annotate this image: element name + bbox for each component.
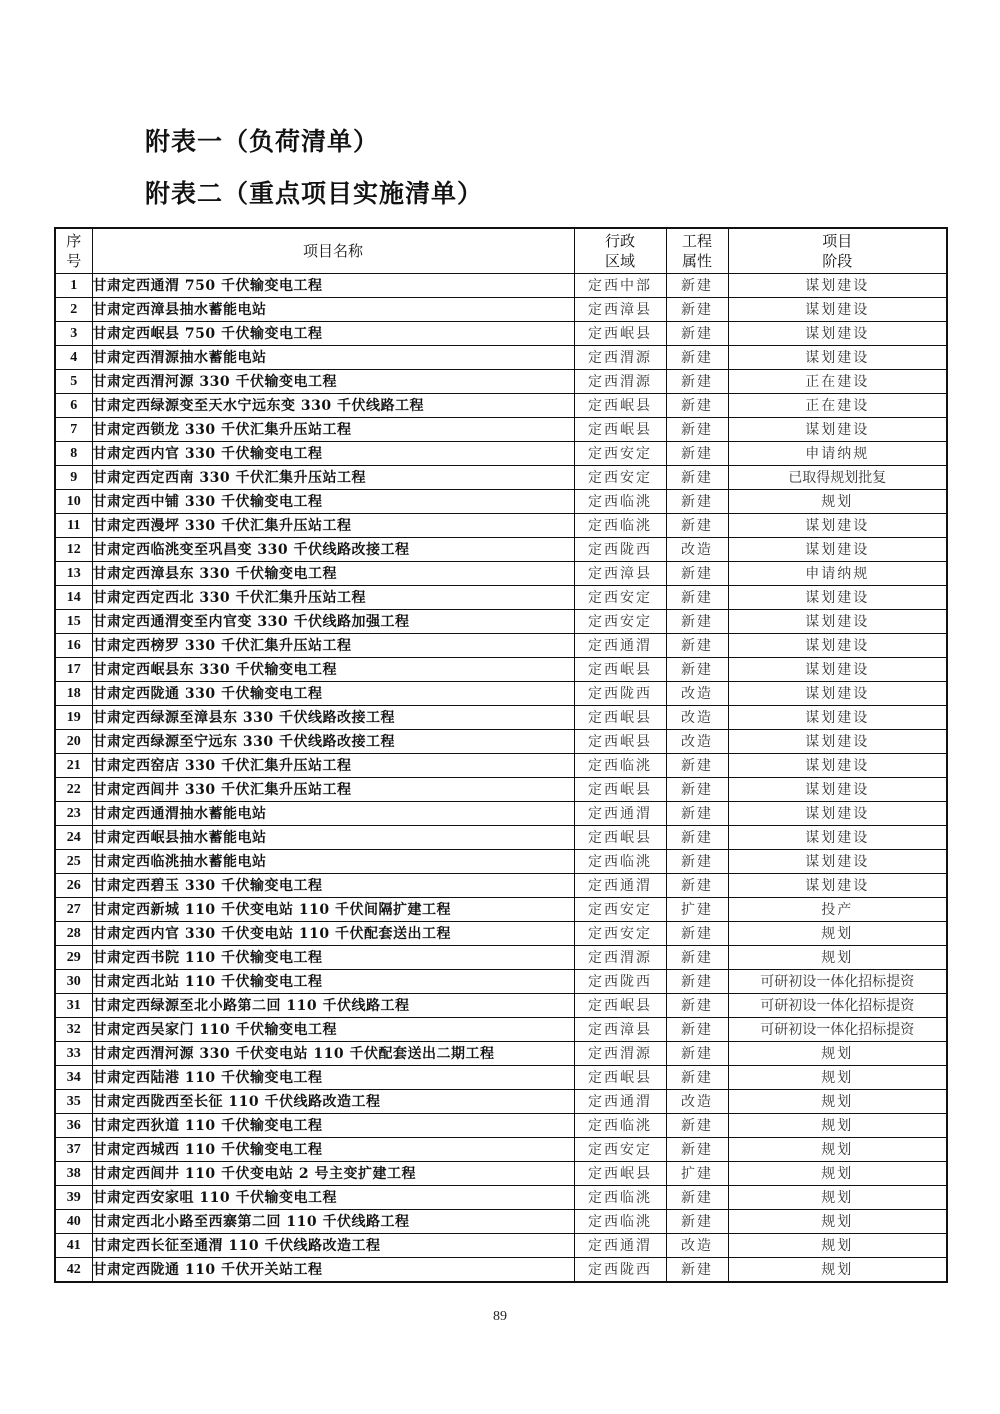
row-attribute: 新建 bbox=[666, 1138, 728, 1162]
row-region: 定西漳县 bbox=[574, 562, 666, 586]
row-serial-number: 23 bbox=[55, 802, 92, 826]
row-project-name: 甘肃定西岷县抽水蓄能电站 bbox=[92, 826, 574, 850]
row-region: 定西渭源 bbox=[574, 1042, 666, 1066]
row-attribute: 新建 bbox=[666, 634, 728, 658]
row-stage: 谋划建设 bbox=[728, 346, 947, 370]
row-stage: 谋划建设 bbox=[728, 586, 947, 610]
row-region: 定西安定 bbox=[574, 922, 666, 946]
row-stage: 谋划建设 bbox=[728, 778, 947, 802]
row-project-name: 甘肃定西漳县抽水蓄能电站 bbox=[92, 298, 574, 322]
header-project-name: 项目名称 bbox=[92, 228, 574, 274]
row-region: 定西渭源 bbox=[574, 946, 666, 970]
row-serial-number: 6 bbox=[55, 394, 92, 418]
row-project-name: 甘肃定西狄道 110 千伏输变电工程 bbox=[92, 1114, 574, 1138]
row-serial-number: 18 bbox=[55, 682, 92, 706]
row-region: 定西中部 bbox=[574, 274, 666, 298]
row-region: 定西临洮 bbox=[574, 850, 666, 874]
table-row bbox=[55, 850, 947, 874]
row-project-name: 甘肃定西榜罗 330 千伏汇集升压站工程 bbox=[92, 634, 574, 658]
row-project-name: 甘肃定西绿源变至天水宁远东变 330 千伏线路工程 bbox=[92, 394, 574, 418]
row-region: 定西岷县 bbox=[574, 418, 666, 442]
row-region: 定西岷县 bbox=[574, 322, 666, 346]
row-stage: 谋划建设 bbox=[728, 730, 947, 754]
row-region: 定西渭源 bbox=[574, 370, 666, 394]
row-region: 定西岷县 bbox=[574, 730, 666, 754]
row-stage: 规划 bbox=[728, 1186, 947, 1210]
table-row bbox=[55, 922, 947, 946]
table-row bbox=[55, 442, 947, 466]
row-serial-number: 27 bbox=[55, 898, 92, 922]
row-serial-number: 4 bbox=[55, 346, 92, 370]
row-stage: 谋划建设 bbox=[728, 874, 947, 898]
row-project-name: 甘肃定西临洮抽水蓄能电站 bbox=[92, 850, 574, 874]
table-row bbox=[55, 658, 947, 682]
header-serial-number: 序 号 bbox=[55, 228, 92, 274]
row-region: 定西安定 bbox=[574, 466, 666, 490]
table-row bbox=[55, 1090, 947, 1114]
row-serial-number: 21 bbox=[55, 754, 92, 778]
table-row bbox=[55, 1258, 947, 1283]
table-row bbox=[55, 970, 947, 994]
row-stage: 已取得规划批复 bbox=[728, 466, 947, 490]
table-row bbox=[55, 562, 947, 586]
row-stage: 谋划建设 bbox=[728, 850, 947, 874]
row-attribute: 新建 bbox=[666, 610, 728, 634]
row-region: 定西岷县 bbox=[574, 826, 666, 850]
row-serial-number: 41 bbox=[55, 1234, 92, 1258]
row-project-name: 甘肃定西临洮变至巩昌变 330 千伏线路改接工程 bbox=[92, 538, 574, 562]
row-serial-number: 38 bbox=[55, 1162, 92, 1186]
row-serial-number: 39 bbox=[55, 1186, 92, 1210]
header-stage: 项目 阶段 bbox=[728, 228, 947, 274]
table-row bbox=[55, 634, 947, 658]
row-serial-number: 32 bbox=[55, 1018, 92, 1042]
row-attribute: 改造 bbox=[666, 730, 728, 754]
table-row bbox=[55, 274, 947, 298]
row-project-name: 甘肃定西内官 330 千伏变电站 110 千伏配套送出工程 bbox=[92, 922, 574, 946]
row-attribute: 新建 bbox=[666, 370, 728, 394]
row-region: 定西岷县 bbox=[574, 706, 666, 730]
table-header-row bbox=[55, 228, 947, 274]
row-serial-number: 8 bbox=[55, 442, 92, 466]
row-stage: 谋划建设 bbox=[728, 706, 947, 730]
row-attribute: 新建 bbox=[666, 1258, 728, 1283]
row-project-name: 甘肃定西北小路至西寨第二回 110 千伏线路工程 bbox=[92, 1210, 574, 1234]
row-project-name: 甘肃定西中铺 330 千伏输变电工程 bbox=[92, 490, 574, 514]
row-region: 定西通渭 bbox=[574, 634, 666, 658]
row-serial-number: 33 bbox=[55, 1042, 92, 1066]
row-serial-number: 2 bbox=[55, 298, 92, 322]
header-region: 行政 区域 bbox=[574, 228, 666, 274]
row-region: 定西安定 bbox=[574, 586, 666, 610]
row-serial-number: 29 bbox=[55, 946, 92, 970]
row-region: 定西岷县 bbox=[574, 1066, 666, 1090]
row-attribute: 新建 bbox=[666, 850, 728, 874]
table-row bbox=[55, 706, 947, 730]
row-serial-number: 40 bbox=[55, 1210, 92, 1234]
row-stage: 规划 bbox=[728, 946, 947, 970]
row-region: 定西通渭 bbox=[574, 802, 666, 826]
row-stage: 谋划建设 bbox=[728, 418, 947, 442]
row-attribute: 扩建 bbox=[666, 898, 728, 922]
row-attribute: 新建 bbox=[666, 1186, 728, 1210]
row-serial-number: 17 bbox=[55, 658, 92, 682]
table-row bbox=[55, 538, 947, 562]
row-project-name: 甘肃定西陆港 110 千伏输变电工程 bbox=[92, 1066, 574, 1090]
row-region: 定西岷县 bbox=[574, 658, 666, 682]
row-region: 定西安定 bbox=[574, 898, 666, 922]
row-stage: 申请纳规 bbox=[728, 562, 947, 586]
row-region: 定西安定 bbox=[574, 1138, 666, 1162]
row-project-name: 甘肃定西绿源至北小路第二回 110 千伏线路工程 bbox=[92, 994, 574, 1018]
row-serial-number: 19 bbox=[55, 706, 92, 730]
table-row bbox=[55, 1066, 947, 1090]
row-project-name: 甘肃定西绿源至漳县东 330 千伏线路改接工程 bbox=[92, 706, 574, 730]
row-region: 定西安定 bbox=[574, 610, 666, 634]
row-project-name: 甘肃定西绿源至宁远东 330 千伏线路改接工程 bbox=[92, 730, 574, 754]
row-project-name: 甘肃定西漳县东 330 千伏输变电工程 bbox=[92, 562, 574, 586]
row-serial-number: 26 bbox=[55, 874, 92, 898]
row-attribute: 新建 bbox=[666, 658, 728, 682]
row-project-name: 甘肃定西吴家门 110 千伏输变电工程 bbox=[92, 1018, 574, 1042]
row-project-name: 甘肃定西闾井 110 千伏变电站 2 号主变扩建工程 bbox=[92, 1162, 574, 1186]
row-attribute: 改造 bbox=[666, 682, 728, 706]
row-attribute: 新建 bbox=[666, 970, 728, 994]
row-project-name: 甘肃定西定西南 330 千伏汇集升压站工程 bbox=[92, 466, 574, 490]
row-stage: 规划 bbox=[728, 1210, 947, 1234]
table-row bbox=[55, 754, 947, 778]
row-region: 定西安定 bbox=[574, 442, 666, 466]
table-row bbox=[55, 874, 947, 898]
row-region: 定西临洮 bbox=[574, 754, 666, 778]
row-region: 定西渭源 bbox=[574, 346, 666, 370]
table-row bbox=[55, 946, 947, 970]
row-attribute: 新建 bbox=[666, 754, 728, 778]
row-attribute: 新建 bbox=[666, 274, 728, 298]
row-attribute: 新建 bbox=[666, 1042, 728, 1066]
row-serial-number: 9 bbox=[55, 466, 92, 490]
row-stage: 规划 bbox=[728, 1114, 947, 1138]
row-serial-number: 3 bbox=[55, 322, 92, 346]
row-stage: 谋划建设 bbox=[728, 514, 947, 538]
row-project-name: 甘肃定西渭河源 330 千伏输变电工程 bbox=[92, 370, 574, 394]
row-stage: 规划 bbox=[728, 1090, 947, 1114]
row-attribute: 新建 bbox=[666, 394, 728, 418]
row-region: 定西陇西 bbox=[574, 682, 666, 706]
row-project-name: 甘肃定西通渭抽水蓄能电站 bbox=[92, 802, 574, 826]
table-row bbox=[55, 394, 947, 418]
table-row bbox=[55, 346, 947, 370]
row-serial-number: 16 bbox=[55, 634, 92, 658]
row-stage: 谋划建设 bbox=[728, 298, 947, 322]
row-region: 定西临洮 bbox=[574, 1114, 666, 1138]
table-row bbox=[55, 490, 947, 514]
row-serial-number: 12 bbox=[55, 538, 92, 562]
row-attribute: 新建 bbox=[666, 874, 728, 898]
row-project-name: 甘肃定西岷县东 330 千伏输变电工程 bbox=[92, 658, 574, 682]
table-row bbox=[55, 1018, 947, 1042]
row-stage: 谋划建设 bbox=[728, 826, 947, 850]
row-stage: 可研初设一体化招标提资 bbox=[728, 970, 947, 994]
row-region: 定西陇西 bbox=[574, 1258, 666, 1283]
project-list-table bbox=[54, 227, 948, 1283]
row-stage: 规划 bbox=[728, 1258, 947, 1283]
row-serial-number: 37 bbox=[55, 1138, 92, 1162]
row-serial-number: 10 bbox=[55, 490, 92, 514]
row-region: 定西临洮 bbox=[574, 1186, 666, 1210]
row-serial-number: 22 bbox=[55, 778, 92, 802]
row-project-name: 甘肃定西锁龙 330 千伏汇集升压站工程 bbox=[92, 418, 574, 442]
row-stage: 谋划建设 bbox=[728, 658, 947, 682]
table-body bbox=[55, 274, 947, 1283]
row-serial-number: 7 bbox=[55, 418, 92, 442]
row-attribute: 新建 bbox=[666, 1066, 728, 1090]
table-row bbox=[55, 994, 947, 1018]
row-region: 定西岷县 bbox=[574, 778, 666, 802]
row-project-name: 甘肃定西陇西至长征 110 千伏线路改造工程 bbox=[92, 1090, 574, 1114]
row-serial-number: 35 bbox=[55, 1090, 92, 1114]
row-region: 定西漳县 bbox=[574, 298, 666, 322]
row-project-name: 甘肃定西碧玉 330 千伏输变电工程 bbox=[92, 874, 574, 898]
row-attribute: 新建 bbox=[666, 994, 728, 1018]
table-row bbox=[55, 586, 947, 610]
row-serial-number: 15 bbox=[55, 610, 92, 634]
row-stage: 规划 bbox=[728, 1162, 947, 1186]
row-stage: 规划 bbox=[728, 922, 947, 946]
table-row bbox=[55, 802, 947, 826]
row-project-name: 甘肃定西闾井 330 千伏汇集升压站工程 bbox=[92, 778, 574, 802]
table-row bbox=[55, 1042, 947, 1066]
appendix-2-title: 附表二（重点项目实施清单） bbox=[145, 179, 484, 208]
row-stage: 正在建设 bbox=[728, 394, 947, 418]
row-attribute: 新建 bbox=[666, 562, 728, 586]
row-stage: 规划 bbox=[728, 490, 947, 514]
row-serial-number: 13 bbox=[55, 562, 92, 586]
table-row bbox=[55, 1114, 947, 1138]
row-project-name: 甘肃定西陇通 110 千伏开关站工程 bbox=[92, 1258, 574, 1283]
table-row bbox=[55, 466, 947, 490]
table-row bbox=[55, 1162, 947, 1186]
row-project-name: 甘肃定西渭源抽水蓄能电站 bbox=[92, 346, 574, 370]
table-row bbox=[55, 778, 947, 802]
row-attribute: 新建 bbox=[666, 418, 728, 442]
table-row bbox=[55, 826, 947, 850]
row-stage: 谋划建设 bbox=[728, 634, 947, 658]
row-project-name: 甘肃定西书院 110 千伏输变电工程 bbox=[92, 946, 574, 970]
row-attribute: 新建 bbox=[666, 1114, 728, 1138]
row-region: 定西岷县 bbox=[574, 1162, 666, 1186]
row-project-name: 甘肃定西城西 110 千伏输变电工程 bbox=[92, 1138, 574, 1162]
row-stage: 规划 bbox=[728, 1138, 947, 1162]
table-row bbox=[55, 1234, 947, 1258]
row-stage: 谋划建设 bbox=[728, 610, 947, 634]
row-project-name: 甘肃定西内官 330 千伏输变电工程 bbox=[92, 442, 574, 466]
row-region: 定西岷县 bbox=[574, 394, 666, 418]
row-region: 定西通渭 bbox=[574, 874, 666, 898]
table-row bbox=[55, 1210, 947, 1234]
row-project-name: 甘肃定西窑店 330 千伏汇集升压站工程 bbox=[92, 754, 574, 778]
table-row bbox=[55, 514, 947, 538]
table-row bbox=[55, 298, 947, 322]
row-stage: 正在建设 bbox=[728, 370, 947, 394]
row-serial-number: 14 bbox=[55, 586, 92, 610]
row-project-name: 甘肃定西定西北 330 千伏汇集升压站工程 bbox=[92, 586, 574, 610]
row-stage: 谋划建设 bbox=[728, 274, 947, 298]
row-stage: 谋划建设 bbox=[728, 322, 947, 346]
row-serial-number: 28 bbox=[55, 922, 92, 946]
row-project-name: 甘肃定西渭河源 330 千伏变电站 110 千伏配套送出二期工程 bbox=[92, 1042, 574, 1066]
row-attribute: 新建 bbox=[666, 1210, 728, 1234]
row-serial-number: 31 bbox=[55, 994, 92, 1018]
row-stage: 规划 bbox=[728, 1042, 947, 1066]
row-project-name: 甘肃定西漫坪 330 千伏汇集升压站工程 bbox=[92, 514, 574, 538]
table-row bbox=[55, 730, 947, 754]
row-serial-number: 1 bbox=[55, 274, 92, 298]
row-attribute: 新建 bbox=[666, 442, 728, 466]
row-region: 定西陇西 bbox=[574, 970, 666, 994]
row-serial-number: 36 bbox=[55, 1114, 92, 1138]
row-project-name: 甘肃定西陇通 330 千伏输变电工程 bbox=[92, 682, 574, 706]
row-stage: 谋划建设 bbox=[728, 754, 947, 778]
table-row bbox=[55, 370, 947, 394]
row-region: 定西临洮 bbox=[574, 514, 666, 538]
row-attribute: 改造 bbox=[666, 1090, 728, 1114]
row-stage: 投产 bbox=[728, 898, 947, 922]
row-attribute: 新建 bbox=[666, 514, 728, 538]
row-attribute: 新建 bbox=[666, 1018, 728, 1042]
row-attribute: 新建 bbox=[666, 466, 728, 490]
row-attribute: 新建 bbox=[666, 922, 728, 946]
row-attribute: 改造 bbox=[666, 706, 728, 730]
row-region: 定西通渭 bbox=[574, 1090, 666, 1114]
row-serial-number: 42 bbox=[55, 1258, 92, 1283]
row-attribute: 新建 bbox=[666, 298, 728, 322]
row-project-name: 甘肃定西新城 110 千伏变电站 110 千伏间隔扩建工程 bbox=[92, 898, 574, 922]
row-stage: 谋划建设 bbox=[728, 682, 947, 706]
row-project-name: 甘肃定西通渭 750 千伏输变电工程 bbox=[92, 274, 574, 298]
row-attribute: 新建 bbox=[666, 802, 728, 826]
appendix-1-title: 附表一（负荷清单） bbox=[145, 127, 380, 156]
table-row bbox=[55, 1186, 947, 1210]
row-project-name: 甘肃定西长征至通渭 110 千伏线路改造工程 bbox=[92, 1234, 574, 1258]
row-attribute: 扩建 bbox=[666, 1162, 728, 1186]
row-stage: 可研初设一体化招标提资 bbox=[728, 994, 947, 1018]
row-attribute: 新建 bbox=[666, 346, 728, 370]
table-row bbox=[55, 898, 947, 922]
row-serial-number: 11 bbox=[55, 514, 92, 538]
row-stage: 谋划建设 bbox=[728, 538, 947, 562]
table-row bbox=[55, 610, 947, 634]
table-row bbox=[55, 418, 947, 442]
row-stage: 谋划建设 bbox=[728, 802, 947, 826]
row-project-name: 甘肃定西通渭变至内官变 330 千伏线路加强工程 bbox=[92, 610, 574, 634]
row-region: 定西陇西 bbox=[574, 538, 666, 562]
row-region: 定西岷县 bbox=[574, 994, 666, 1018]
row-stage: 规划 bbox=[728, 1234, 947, 1258]
table-row bbox=[55, 682, 947, 706]
row-attribute: 新建 bbox=[666, 490, 728, 514]
row-region: 定西通渭 bbox=[574, 1234, 666, 1258]
row-serial-number: 20 bbox=[55, 730, 92, 754]
table-row bbox=[55, 322, 947, 346]
row-attribute: 新建 bbox=[666, 586, 728, 610]
row-attribute: 改造 bbox=[666, 1234, 728, 1258]
row-region: 定西漳县 bbox=[574, 1018, 666, 1042]
table-row bbox=[55, 1138, 947, 1162]
row-serial-number: 25 bbox=[55, 850, 92, 874]
row-serial-number: 24 bbox=[55, 826, 92, 850]
page-number: 89 bbox=[493, 1309, 507, 1324]
row-stage: 规划 bbox=[728, 1066, 947, 1090]
header-attribute: 工程 属性 bbox=[666, 228, 728, 274]
row-attribute: 新建 bbox=[666, 778, 728, 802]
row-region: 定西临洮 bbox=[574, 490, 666, 514]
row-attribute: 新建 bbox=[666, 946, 728, 970]
row-project-name: 甘肃定西岷县 750 千伏输变电工程 bbox=[92, 322, 574, 346]
row-serial-number: 5 bbox=[55, 370, 92, 394]
row-stage: 可研初设一体化招标提资 bbox=[728, 1018, 947, 1042]
row-attribute: 改造 bbox=[666, 538, 728, 562]
row-region: 定西临洮 bbox=[574, 1210, 666, 1234]
row-stage: 申请纳规 bbox=[728, 442, 947, 466]
row-serial-number: 34 bbox=[55, 1066, 92, 1090]
row-project-name: 甘肃定西安家咀 110 千伏输变电工程 bbox=[92, 1186, 574, 1210]
row-attribute: 新建 bbox=[666, 826, 728, 850]
row-project-name: 甘肃定西北站 110 千伏输变电工程 bbox=[92, 970, 574, 994]
row-serial-number: 30 bbox=[55, 970, 92, 994]
row-attribute: 新建 bbox=[666, 322, 728, 346]
